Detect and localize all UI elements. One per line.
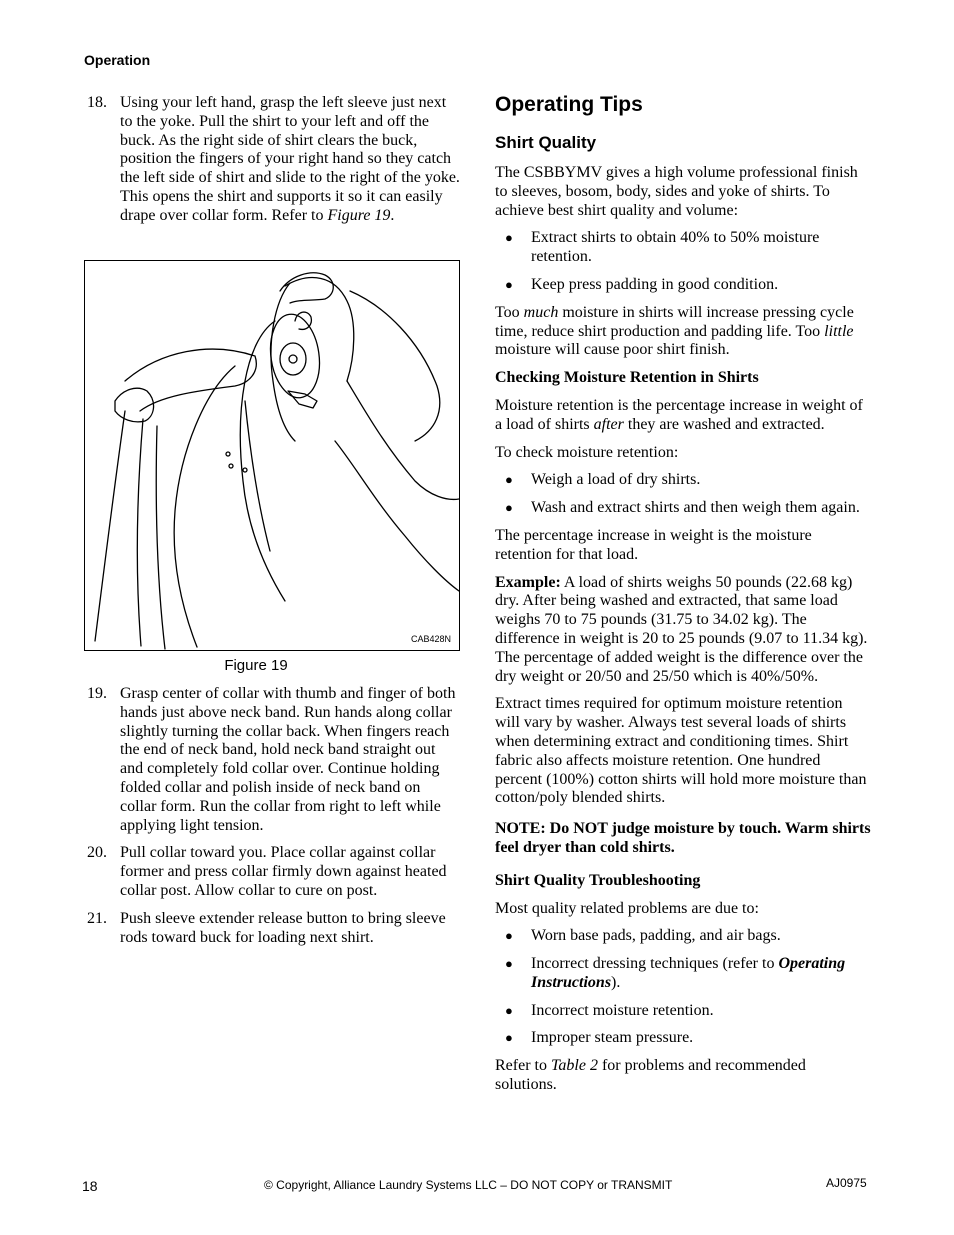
- intro-paragraph: The CSBBYMV gives a high volume professional finish to sleeves, bosom, body, sides and yoke of shirts. To achieve best shirt quality and volume:: [495, 164, 858, 219]
- figure-caption: Figure 19: [224, 657, 288, 674]
- list-item: [495, 955, 871, 993]
- list-item-text: Wash and extract shirts and then weigh them again.: [531, 499, 860, 517]
- bullet-icon: ●: [505, 1002, 513, 1018]
- emphasis-text: much: [523, 303, 559, 321]
- step-text-end: .: [390, 206, 395, 224]
- quality-bullet-list: [495, 229, 871, 294]
- example-label: Example:: [495, 573, 561, 591]
- moisture-paragraph: [495, 304, 871, 360]
- retention-paragraph: [495, 397, 871, 435]
- collar-clip: [295, 312, 311, 329]
- figure-code: CAB428N: [410, 634, 451, 644]
- step-number: 18.: [87, 94, 107, 111]
- extract-paragraph: Extract times required for optimum moisture retention will vary by washer. Always test several loads of shirts when determining extract and conditioning times. Shirt fabric also affects moisture retention. One hundred percent (100%) cotton shirts will hold more moisture than cotton/poly blended shirts.: [495, 695, 867, 807]
- list-item: [495, 471, 871, 490]
- text-run: moisture will cause poor shirt finish.: [495, 341, 730, 359]
- list-item-text: Weigh a load of dry shirts.: [531, 471, 701, 489]
- left-sleeve-outline: [125, 349, 256, 411]
- subsection-title: Shirt Quality: [495, 133, 597, 152]
- list-item-text: Incorrect dressing techniques (refer to: [531, 955, 779, 973]
- step-text: Grasp center of collar with thumb and finger of both hands just above neck band. Run hands along collar slightly turning the collar back. When fingers reach the end of neck band, hold neck band straight out and completely fold collar over. Continue holding folded collar and polish inside of neck band on collar form. Run the collar from right to left while applying light tension.: [120, 685, 456, 834]
- emphasis-text: little: [824, 322, 854, 340]
- step-number: 20.: [87, 844, 107, 862]
- step-number: 19.: [87, 685, 107, 702]
- left-column-top: [84, 94, 460, 235]
- problems-bullet-list: [495, 927, 871, 1048]
- step-text: Pull collar toward you. Place collar against collar former and press collar firmly down against heated collar post. Allow collar to cure on post.: [120, 844, 447, 899]
- collar-form-hub: [289, 355, 297, 363]
- shirt-fold-line: [240, 321, 285, 601]
- shirt-button: [226, 452, 230, 456]
- section-header: Operation: [84, 52, 151, 68]
- copyright-notice: © Copyright, Alliance Laundry Systems LLC – DO NOT COPY or TRANSMIT: [264, 1178, 673, 1192]
- document-number: AJ0975: [826, 1176, 867, 1190]
- text-run: Too: [495, 303, 524, 321]
- right-sleeve-lower: [335, 441, 459, 591]
- collar-post: [288, 391, 317, 408]
- list-item-text: Keep press padding in good condition.: [531, 275, 779, 293]
- note-paragraph: NOTE: Do NOT judge moisture by touch. Warm shirts feel dryer than cold shirts.: [495, 820, 871, 856]
- hanging-sleeve: [95, 411, 125, 641]
- list-item-text: Improper steam pressure.: [531, 1029, 694, 1047]
- shirt-placket: [245, 401, 270, 551]
- section-title: Operating Tips: [495, 93, 643, 116]
- page-number: 18: [82, 1178, 98, 1194]
- step-number: 21.: [87, 909, 107, 927]
- table-reference: Table 2: [550, 1057, 598, 1075]
- hanging-sleeve-inner: [137, 419, 143, 646]
- step-18: [84, 94, 460, 226]
- list-item-text: Extract shirts to obtain 40% to 50% moisture retention.: [531, 229, 820, 266]
- bullet-icon: ●: [505, 928, 513, 944]
- check-bullet-list: [495, 471, 871, 518]
- list-item-text: Incorrect moisture retention.: [531, 1001, 714, 1019]
- collar-form-disc: [280, 343, 306, 375]
- text-run: they are washed and extracted.: [623, 415, 825, 433]
- left-column-bottom: [84, 685, 460, 956]
- list-item: [495, 1029, 871, 1048]
- text-run: for problems and recommended solutions.: [495, 1057, 806, 1094]
- bullet-icon: ●: [505, 1030, 513, 1046]
- text-run: moisture in shirts will increase pressing cycle time, reduce shirt production and padding life. Too: [495, 303, 854, 340]
- figure-reference: Figure 19: [327, 206, 391, 224]
- list-item: [495, 276, 871, 295]
- shirt-button: [229, 464, 233, 468]
- list-item: [495, 1002, 871, 1021]
- bullet-icon: ●: [505, 500, 513, 516]
- shirt-button: [243, 468, 247, 472]
- bullet-icon: ●: [505, 276, 513, 292]
- step-text: Push sleeve extender release button to bring sleeve rods toward buck for loading next shirt.: [120, 909, 446, 946]
- step-20: [84, 844, 460, 900]
- refer-paragraph: [495, 1057, 871, 1095]
- left-hand: [115, 388, 154, 422]
- figure-19-frame: [84, 260, 460, 651]
- percentage-paragraph: The percentage increase in weight is the moisture retention for that load.: [495, 526, 812, 563]
- list-item: [495, 499, 871, 518]
- shirt-body-outline: [174, 366, 235, 647]
- manual-reference: Operating Instructions: [531, 955, 846, 991]
- list-item: [495, 229, 871, 267]
- hanging-sleeve-fold: [156, 426, 165, 649]
- right-arm-outline: [350, 291, 440, 441]
- step-19: [84, 685, 460, 835]
- text-run: Moisture retention is the percentage increase in weight of a load of shirts: [495, 396, 863, 433]
- troubleshooting-heading: Shirt Quality Troubleshooting: [495, 871, 701, 889]
- most-paragraph: Most quality related problems are due to:: [495, 899, 759, 917]
- list-item-text: Worn base pads, padding, and air bags.: [531, 927, 781, 945]
- emphasis-text: after: [593, 415, 624, 433]
- to-check-paragraph: To check moisture retention:: [495, 443, 679, 461]
- text-run: Refer to: [495, 1057, 551, 1075]
- step-text: Using your left hand, grasp the left sleeve just next to the yoke. Pull the shirt to your left and off the buck. As the right side of shirt clears the buck, position the fingers of your right hand so they catch the left side of shirt and slide to the right of the yoke. This opens the shirt and supports it so it can easily drape over collar form. Refer to: [120, 94, 460, 224]
- bullet-icon: ●: [505, 472, 513, 488]
- list-item: [495, 927, 871, 946]
- step-21: [84, 910, 460, 948]
- bullet-icon: ●: [505, 230, 513, 246]
- bullet-icon: ●: [505, 956, 513, 972]
- example-paragraph: [495, 574, 871, 687]
- example-text: A load of shirts weighs 50 pounds (22.68 kg) dry. After being washed and extracted, that same load weighs 70 to 75 pounds (31.75 to 34.02 kg). The difference in weight is 20 to 25 pounds (9.07 to 11.34 kg). The percentage of added weight is the difference over the dry weight or 20/50 and 25/50 which is 40%/50%.: [495, 573, 868, 685]
- checking-heading: Checking Moisture Retention in Shirts: [495, 369, 759, 387]
- list-item-text-end: ).: [611, 973, 621, 991]
- right-column: [495, 92, 871, 1104]
- shirt-collar-illustration: [85, 261, 459, 650]
